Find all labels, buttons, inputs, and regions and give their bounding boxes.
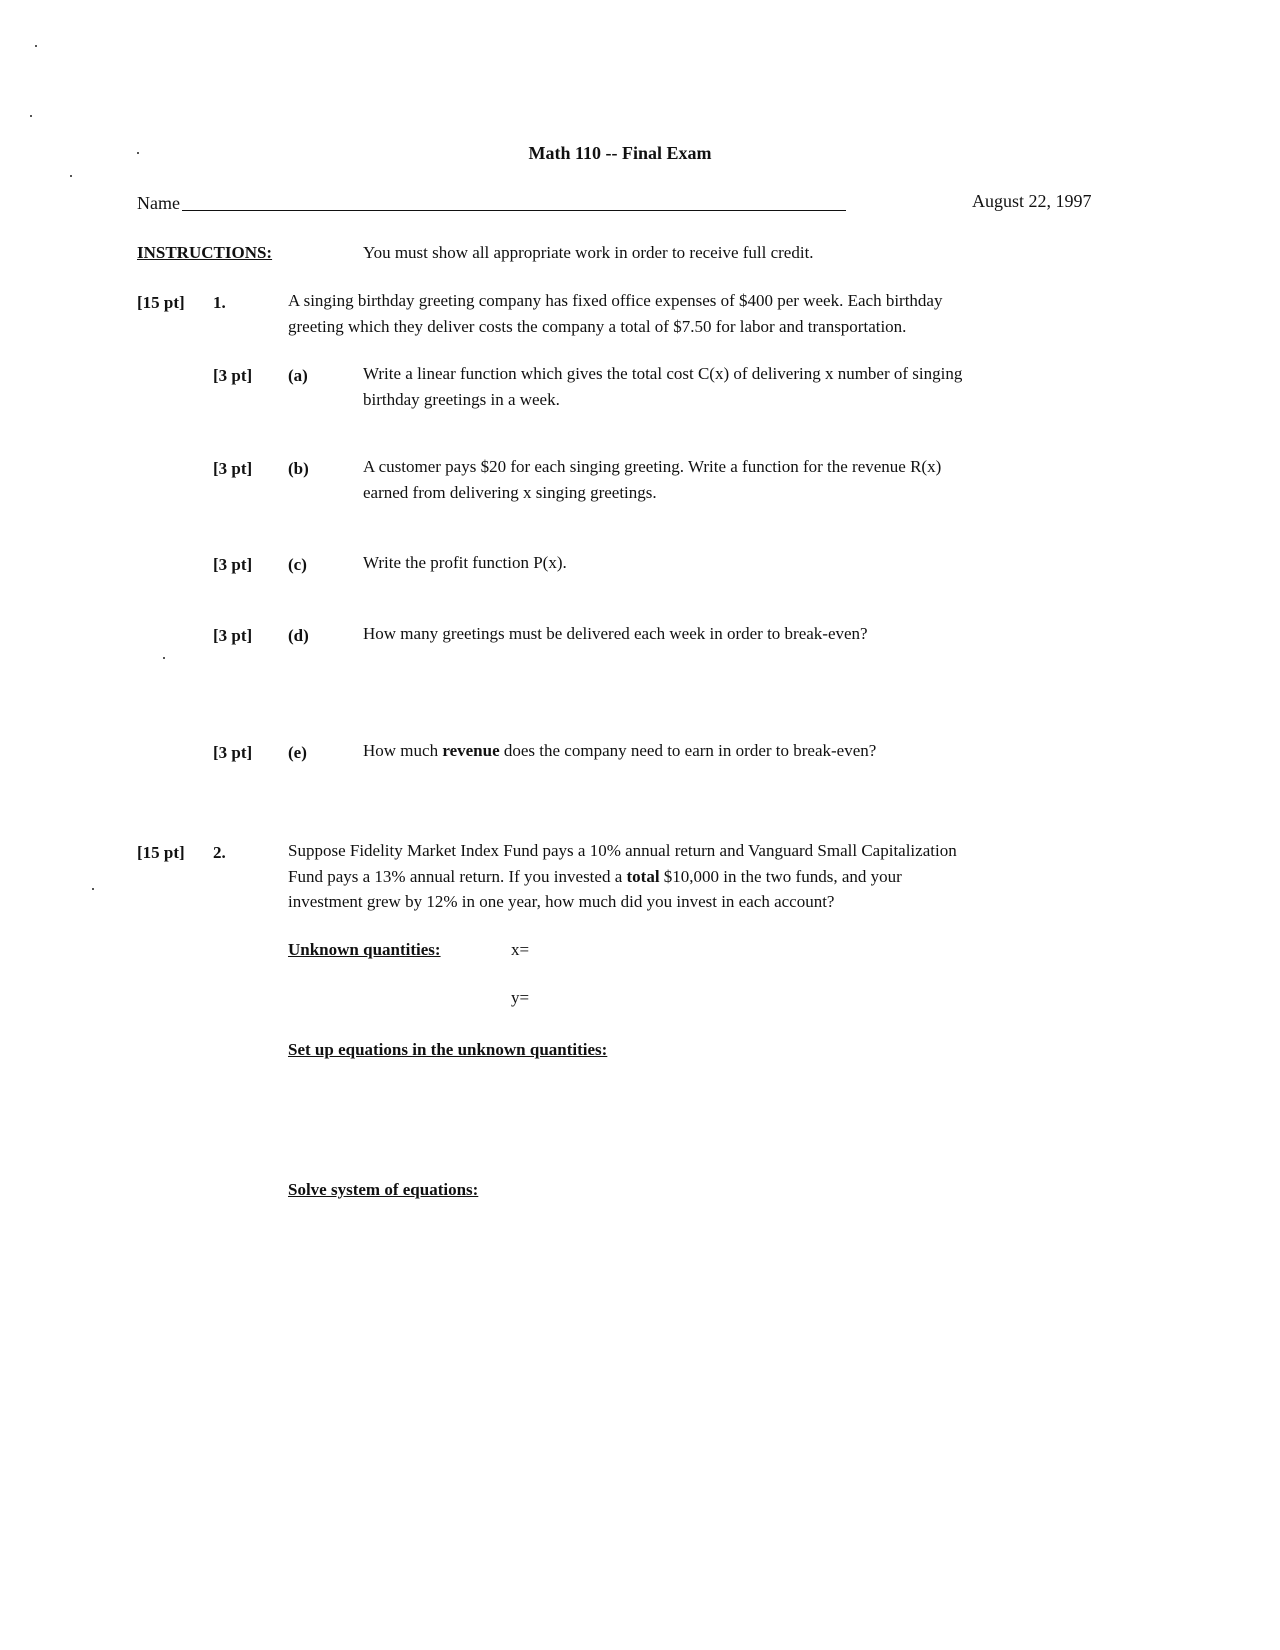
part-c-text: Write the profit function P(x).	[363, 553, 567, 572]
part-a-points: [3 pt]	[213, 366, 253, 385]
exam-date: August 22, 1997	[972, 191, 1092, 211]
part-b-label: (b)	[288, 459, 309, 478]
part-e-text	[363, 738, 1063, 764]
part-b-points: [3 pt]	[213, 459, 253, 478]
setup-heading: Set up equations in the unknown quantities:	[288, 1040, 608, 1059]
page-title: Math 110 -- Final Exam	[528, 143, 712, 163]
instructions-label: INSTRUCTIONS:	[137, 243, 273, 262]
part-text-line: A customer pays $20 for each singing greeting. Write a function for the revenue R(x)	[363, 457, 942, 476]
scan-speck	[70, 175, 72, 177]
name-field[interactable]	[182, 210, 846, 211]
problem-1-number: 1.	[213, 293, 226, 312]
y-label: y=	[511, 988, 530, 1007]
instructions-text: You must show all appropriate work in order to receive full credit.	[363, 243, 814, 262]
part-text-line: Write a linear function which gives the total cost C(x) of delivering x number of singing	[363, 364, 963, 383]
problem-2-text-line: Suppose Fidelity Market Index Fund pays a 10% annual return and Vanguard Small Capitalization	[288, 841, 957, 860]
part-a-label: (a)	[288, 366, 308, 385]
problem-2-text-line: investment grew by 12% in one year, how much did you invest in each account?	[288, 892, 835, 911]
problem-2-line2-pre: Fund pays a 13% annual return. If you invested a	[288, 866, 627, 886]
part-e-text-bold: revenue	[442, 741, 500, 760]
name-label: Name	[137, 193, 180, 213]
part-text-line: birthday greetings in a week.	[363, 389, 560, 409]
scan-speck	[30, 115, 32, 117]
part-d-text: How many greetings must be delivered each week in order to break-even?	[363, 624, 868, 643]
problem-2-text	[288, 838, 1088, 915]
problem-2-text-line	[288, 864, 1088, 890]
part-d-points: [3 pt]	[213, 626, 253, 645]
problem-1-text-line: greeting which they deliver costs the company a total of $7.50 for labor and transportation.	[288, 316, 907, 336]
part-a-text	[363, 361, 1063, 412]
problem-2-points: [15 pt]	[137, 843, 185, 862]
unknowns-heading: Unknown quantities:	[288, 940, 441, 959]
part-e-label: (e)	[288, 743, 307, 762]
scan-speck	[163, 657, 165, 659]
part-e-points: [3 pt]	[213, 743, 253, 762]
solve-heading: Solve system of equations:	[288, 1180, 479, 1199]
problem-1-text-line: A singing birthday greeting company has fixed office expenses of $400 per week. Each birthday	[288, 291, 943, 310]
part-b-text	[363, 454, 1063, 505]
problem-2-line2-bold: total	[626, 866, 660, 886]
problem-2-number: 2.	[213, 843, 226, 862]
part-text-line: earned from delivering x singing greetings.	[363, 482, 657, 502]
problem-1-text	[288, 288, 1048, 339]
part-c-points: [3 pt]	[213, 555, 253, 574]
part-d-label: (d)	[288, 626, 309, 645]
scan-speck	[92, 888, 94, 890]
scan-speck	[35, 45, 37, 47]
problem-2-line2-post: $10,000 in the two funds, and your	[659, 866, 902, 886]
x-label: x=	[511, 940, 530, 959]
part-e-text-post: does the company need to earn in order to break-even?	[499, 741, 877, 760]
problem-1-points: [15 pt]	[137, 293, 185, 312]
part-c-label: (c)	[288, 555, 307, 574]
part-e-text-pre: How much	[363, 741, 443, 760]
